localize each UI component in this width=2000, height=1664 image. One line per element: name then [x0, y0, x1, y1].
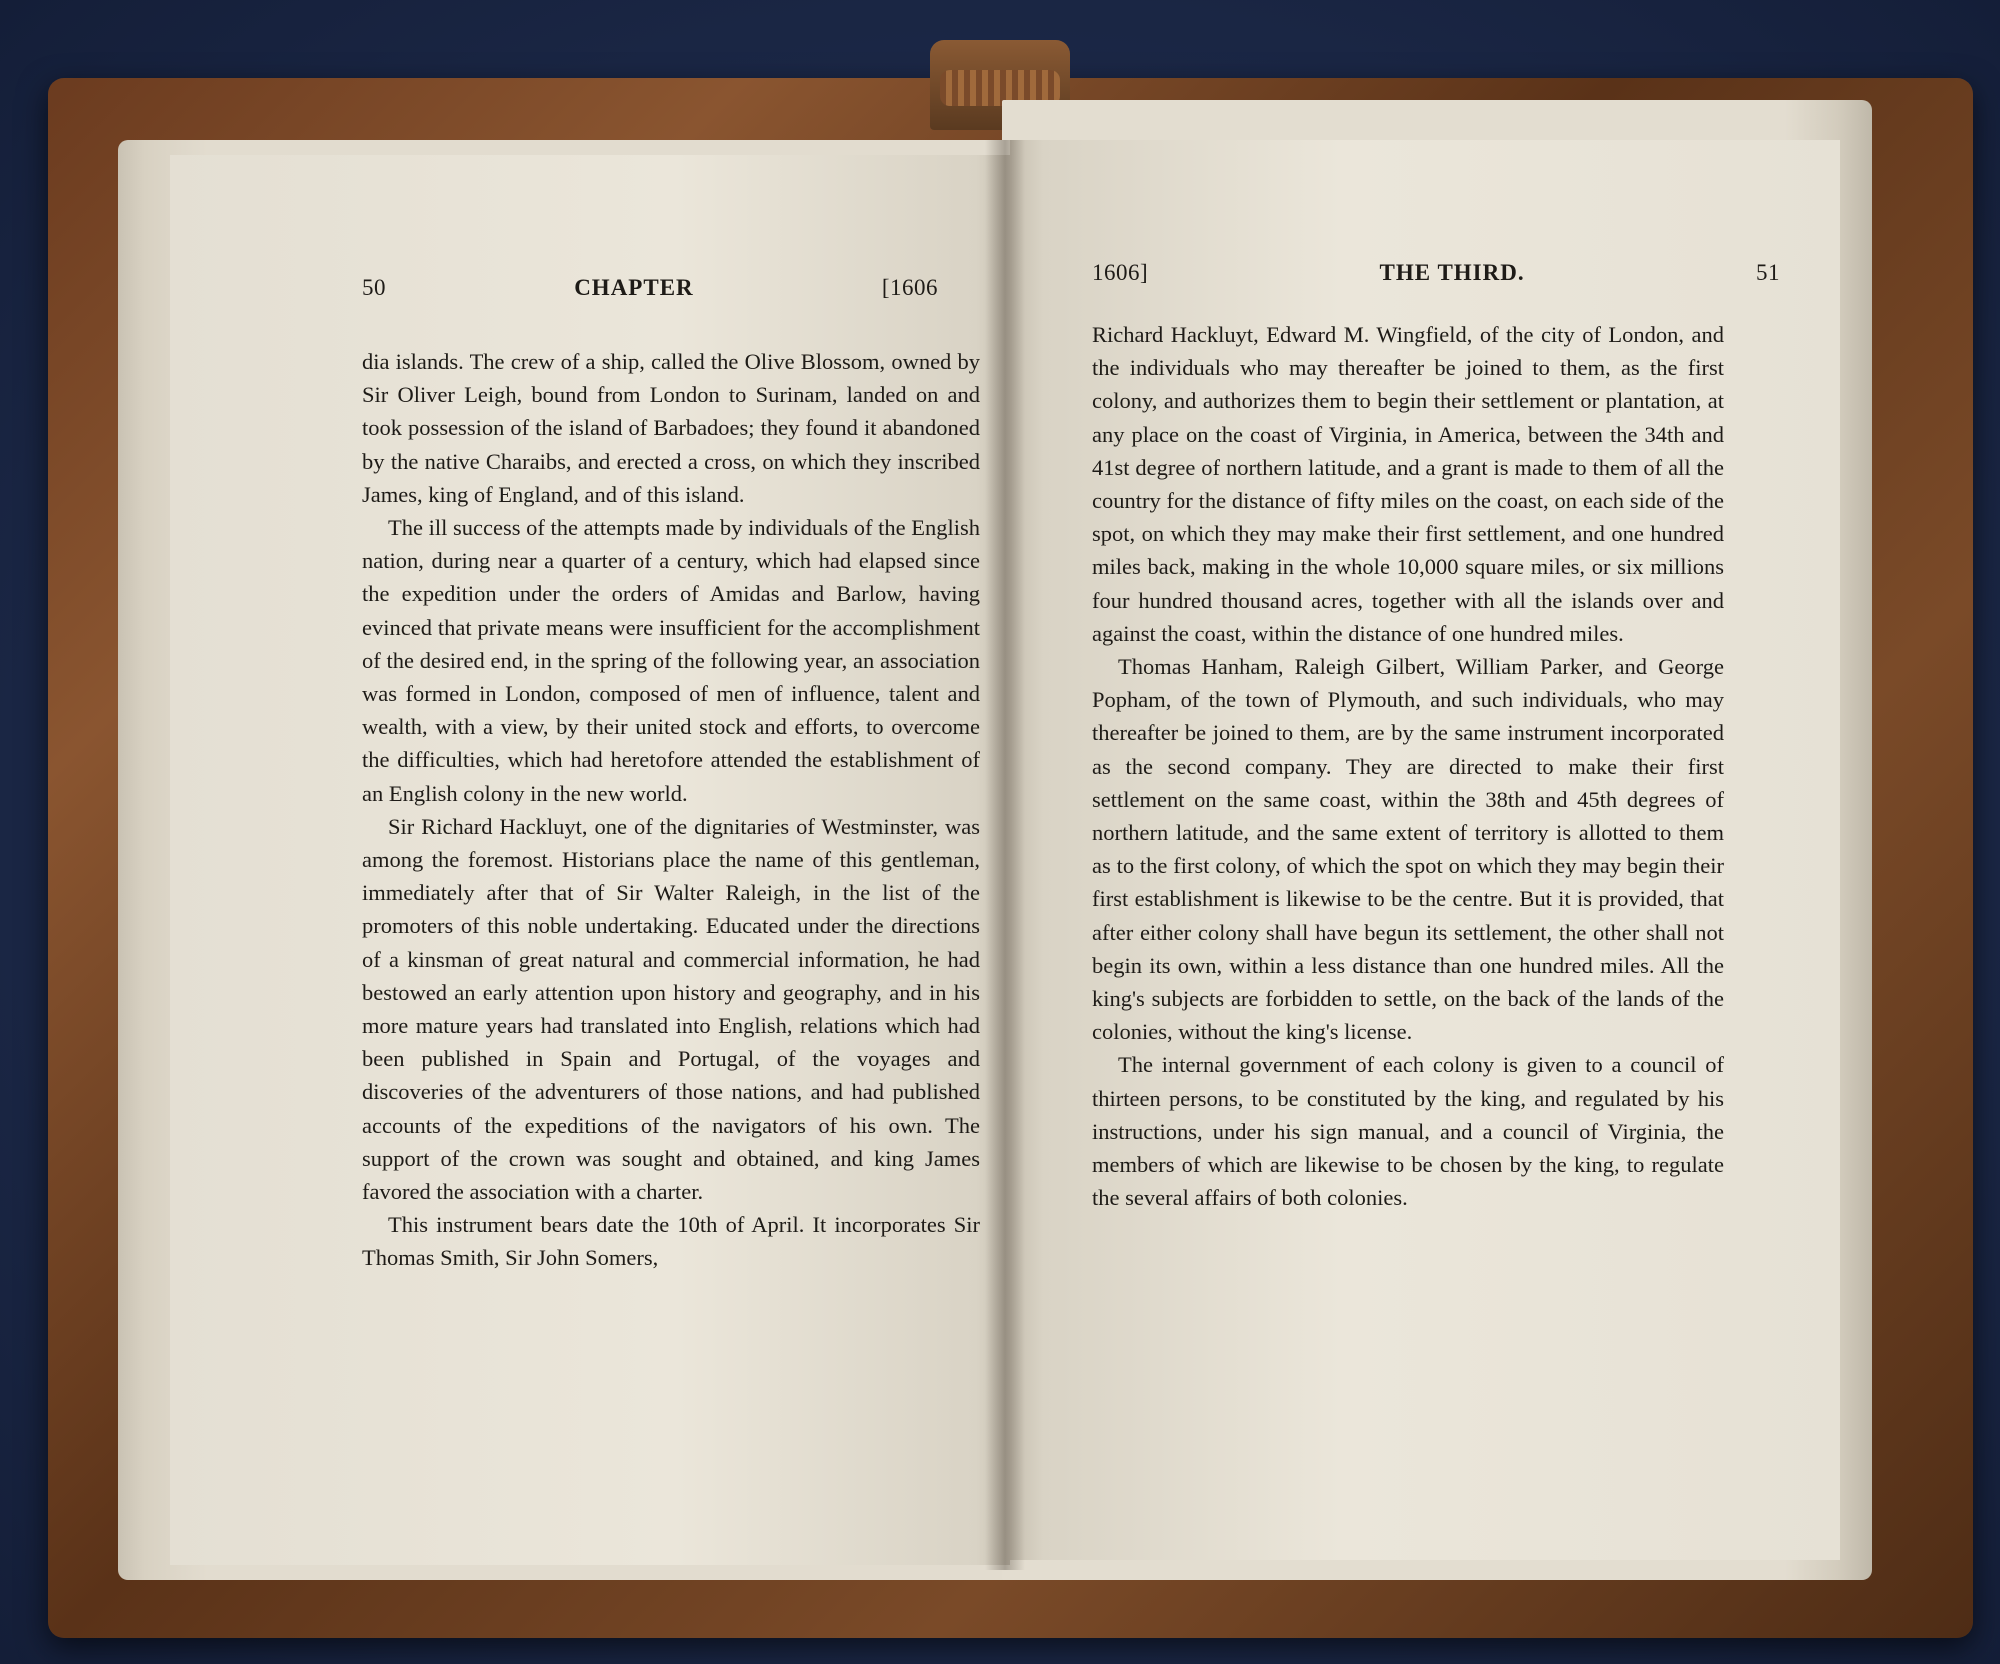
paragraph: The ill success of the attempts made by individuals of the English nation, during near a quarter of a century, which had elapsed since the expedition under the orders of Amidas and Barlow, having evinced that private means were insufficient for the accomplishment of the desired end, in the spring of the following year, an association was formed in London, composed of men of influence, talent and wealth, with a view, by their united stock and efforts, to overcome the difficulties, which had heretofore attended the establishment of an English colony in the new world. [362, 515, 980, 806]
left-running-date: [1606 [881, 275, 938, 300]
paragraph: Sir Richard Hackluyt, one of the dignitaries of Westminster, was among the foremost. Historians place the name of this gentleman, immediately after that of Sir Walter Raleigh, in the list of the promoters of this noble undertaking. Educated under the directions of a kinsman of great natural and commercial information, he had bestowed an early attention upon history and geography, and in his more mature years had translated into English, relations which had been published in Spain and Portugal, of the voyages and discoveries of the adventurers of those nations, and had published accounts of the expeditions of the navigators of his own. The support of the crown was sought and obtained, and king James favored the association with a charter. [362, 813, 980, 1205]
right-running-date: 1606] [1092, 260, 1149, 285]
paragraph: The internal government of each colony is given to a council of thirteen persons, to be constituted by the king, and regulated by his instructions, under his sign manual, and a council of Virginia, the members of which are likewise to be chosen by the king, to regulate the several affairs of both colonies. [1092, 1052, 1724, 1211]
paragraph: Thomas Hanham, Raleigh Gilbert, William Parker, and George Popham, of the town of Plymouth, and such individuals, who may thereafter be joined to them, are by the same instrument incorporated as the second company. They are directed to make their first settlement on the same coast, within the 38th and 45th degrees of northern latitude, and the same extent of territory is allotted to them as to the first colony, of which the spot on which they may begin their first establishment is likewise to be the centre. But it is provided, that after either colony shall have begun its settlement, the other shall not begin its own, within a less distance than one hundred miles. All the king's subjects are forbidden to settle, on the back of the lands of the colonies, without the king's license. [1092, 654, 1724, 1045]
paragraph: This instrument bears date the 10th of April. It incorporates Sir Thomas Smith, Sir John Somers, [362, 1212, 980, 1271]
right-page-number: 51 [1755, 260, 1780, 285]
paragraph: dia islands. The crew of a ship, called the Olive Blossom, owned by Sir Oliver Leigh, bound from London to Surinam, landed on and took possession of the island of Barbadoes; they found it abandoned by the native Charaibs, and erected a cross, on which they inscribed James, king of England, and of this island. [362, 349, 980, 507]
left-running-head [170, 275, 1010, 301]
gutter-shadow [985, 140, 1025, 1570]
right-running-head [1010, 260, 1840, 286]
left-text-block [362, 345, 980, 1275]
right-text-block [1092, 318, 1724, 1214]
right-page [1010, 140, 1840, 1560]
paragraph: Richard Hackluyt, Edward M. Wingfield, of the city of London, and the individuals who may thereafter be joined to them, as the first colony, and authorizes them to begin their settlement or plantation, at any place on the coast of Virginia, in America, between the 34th and 41st degree of northern latitude, and a grant is made to them of all the country for the distance of fifty miles on the coast, on each side of the spot, on which they may make their first settlement, and one hundred miles back, making in the whole 10,000 square miles, or six millions four hundred thousand acres, together with all the islands over and against the coast, within the distance of one hundred miles. [1092, 322, 1724, 646]
left-running-title: CHAPTER [574, 275, 694, 300]
left-page [170, 155, 1010, 1565]
right-running-title: THE THIRD. [1379, 260, 1525, 285]
left-page-number: 50 [362, 275, 386, 300]
